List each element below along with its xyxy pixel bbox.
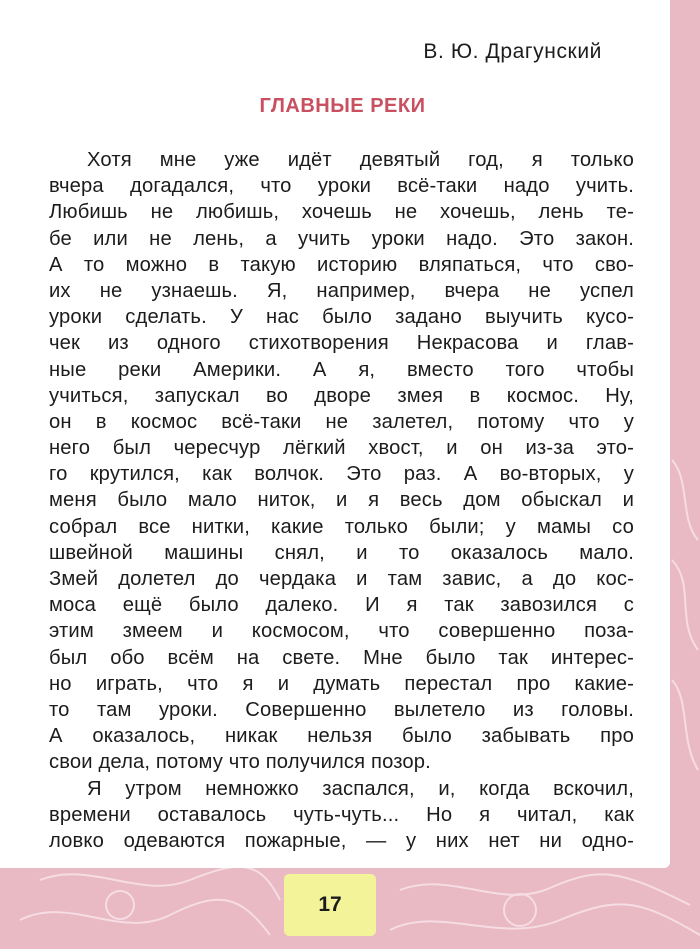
text-line: бе или не лень, а учить уроки надо. Это закон. (49, 227, 634, 250)
text-line: ные реки Америки. А я, вместо того чтобы (49, 358, 634, 381)
text-line: свои дела, потому что получился позор. (49, 751, 431, 774)
text-line: А то можно в такую историю вляпаться, что сво- (49, 253, 634, 276)
text-line: времени оставалось чуть-чуть... Но я читал, как (49, 803, 634, 826)
text-line: Хотя мне уже идёт девятый год, я только (87, 149, 634, 171)
text-line: этим змеем и космосом, что совершенно поза- (49, 620, 634, 643)
text-line: го крутился, как волчок. Это раз. А во-вторых, у (49, 463, 634, 486)
text-line: уроки сделать. У нас было задано выучить кусо- (49, 306, 634, 329)
text-line: меня было мало ниток, и я весь дом обыскал и (49, 489, 634, 512)
text-line: Я утром немножко заспался, и, когда вскочил, (87, 777, 634, 800)
text-line: моса ещё было далеко. И я так завозился с (49, 594, 634, 617)
text-line: ловко одеваются пожарные, — у них нет ни одно- (49, 829, 634, 852)
text-line: был обо всём на свете. Мне было так интерес- (49, 646, 634, 669)
text-line: их не узнаешь. Я, например, вчера не успел (49, 279, 634, 302)
text-line: он в космос всё-таки не залетел, потому что у (49, 410, 634, 433)
text-line: учиться, запускал во дворе змея в космос. Ну, (49, 384, 634, 407)
text-line: собрал все нитки, какие только были; у мамы со (49, 515, 634, 538)
story-title: ГЛАВНЫЕ РЕКИ (259, 95, 426, 117)
page-number: 17 (284, 874, 376, 936)
text-line: чек из одного стихотворения Некрасова и глав- (49, 332, 634, 355)
story-text (49, 147, 634, 854)
text-line: Любишь не любишь, хочешь не хочешь, лень те- (49, 201, 634, 224)
text-line: А оказалось, никак нельзя было забывать про (49, 725, 634, 748)
text-line: вчера догадался, что уроки всё-таки надо учить. (49, 175, 634, 198)
text-line: но играть, что я и думать перестал про какие- (49, 672, 634, 695)
text-line: него был чересчур лёгкий хвост, и он из-за это- (49, 437, 634, 460)
text-line: Змей долетел до чердака и там завис, а до кос- (49, 568, 634, 590)
text-line: то там уроки. Совершенно вылетело из головы. (49, 698, 634, 721)
author-name: В. Ю. Драгунский (423, 40, 602, 63)
text-line: швейной машины снял, и то оказалось мало. (49, 541, 634, 564)
